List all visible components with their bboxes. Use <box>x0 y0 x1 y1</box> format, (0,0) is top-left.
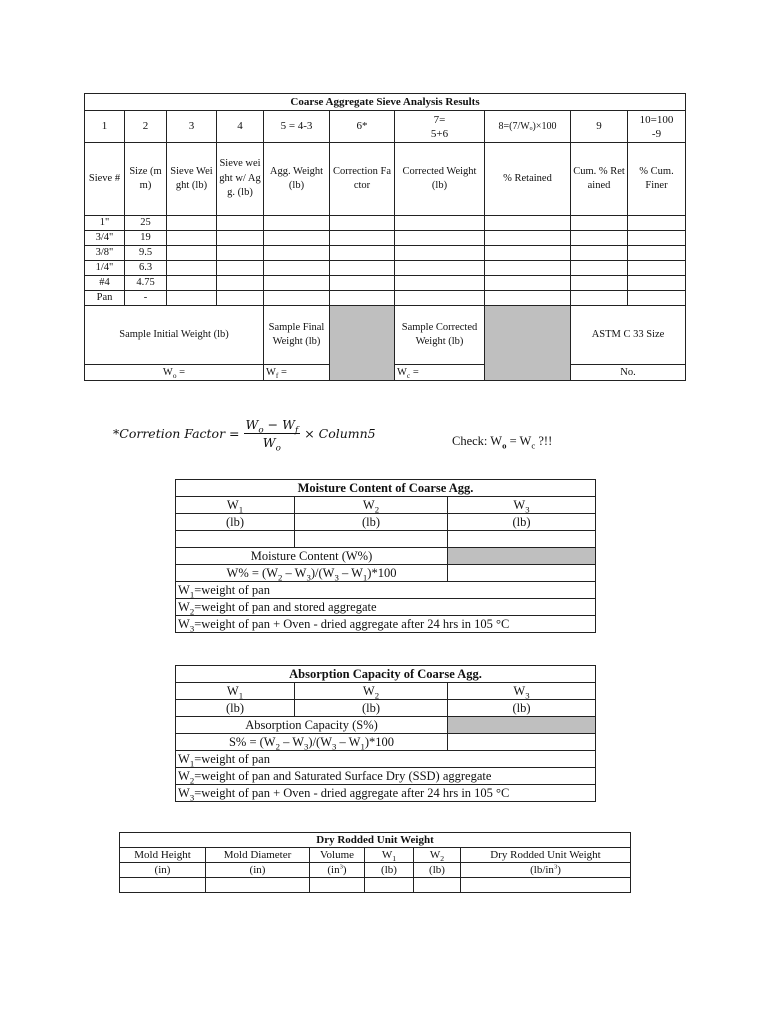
entry-cell[interactable] <box>217 276 264 291</box>
entry-cell[interactable] <box>571 246 628 261</box>
w3-entry[interactable] <box>448 531 596 548</box>
entry-cell[interactable] <box>395 291 485 306</box>
w3-header: $W_3$ <box>448 497 596 514</box>
entry-cell[interactable] <box>330 276 395 291</box>
sieve-cell: 3/8" <box>85 246 125 261</box>
unit-label: (in) <box>120 863 206 878</box>
moisture-content-table <box>175 479 596 633</box>
entry-cell[interactable] <box>395 216 485 231</box>
size-cell: - <box>125 291 167 306</box>
entry-cell[interactable] <box>628 246 686 261</box>
sieve-cell: #4 <box>85 276 125 291</box>
entry-cell[interactable] <box>310 878 365 893</box>
entry-cell[interactable] <box>264 216 330 231</box>
wc-label: $W_c$ = <box>397 367 419 381</box>
final-weight-label: Sample Final Weight (lb) <box>264 306 330 365</box>
entry-cell[interactable] <box>485 291 571 306</box>
absorption-note-w3: $W_3=weight$ of pan + Oven - dried aggregate after 24 hrs in 105 °C <box>176 785 596 802</box>
unit-label: (lb) <box>176 700 295 717</box>
moisture-note-w2: $W_2=weight$ of pan and stored aggregate <box>176 599 596 616</box>
mold-diameter-header: Mold Diameter <box>206 848 310 863</box>
entry-cell[interactable] <box>217 231 264 246</box>
entry-cell[interactable] <box>264 231 330 246</box>
initial-weight-label: Sample Initial Weight (lb) <box>85 306 264 365</box>
unit-label: $(lb/in^3)$ <box>461 863 631 878</box>
col-number: 5 = 4-3 <box>264 111 330 143</box>
wf-label: $W_f$ = <box>266 367 287 381</box>
col-number: 2 <box>125 111 167 143</box>
entry-cell[interactable] <box>571 231 628 246</box>
corrected-weight-label: Sample Corrected Weight (lb) <box>395 306 485 365</box>
table-row <box>85 276 686 291</box>
entry-cell[interactable] <box>628 216 686 231</box>
col-number: 6* <box>330 111 395 143</box>
sieve-table-title: Coarse Aggregate Sieve Analysis Results <box>85 94 686 111</box>
entry-cell[interactable] <box>167 231 217 246</box>
unit-label: (lb) <box>295 700 448 717</box>
table-row <box>85 231 686 246</box>
absorption-note-w2: $W_2=weight$ of pan and Saturated Surface Dry (SSD) aggregate <box>176 768 596 785</box>
unit-label: (lb) <box>295 514 448 531</box>
entry-cell[interactable] <box>395 246 485 261</box>
header-sieve: Sieve # <box>85 143 125 216</box>
absorption-result-entry[interactable] <box>448 734 596 751</box>
absorption-note-w1: $W_1=weight$ of pan <box>176 751 596 768</box>
entry-cell[interactable] <box>461 878 631 893</box>
entry-cell[interactable] <box>167 261 217 276</box>
entry-cell[interactable] <box>330 231 395 246</box>
col-number: 9 <box>571 111 628 143</box>
shaded-cell <box>448 717 596 734</box>
entry-cell[interactable] <box>485 276 571 291</box>
header-cum-finer: % Cum. Finer <box>628 143 686 216</box>
entry-cell[interactable] <box>485 246 571 261</box>
w2-header: $W_2$ <box>295 497 448 514</box>
col-number: 1 <box>85 111 125 143</box>
astm-no-field[interactable]: No. <box>571 365 686 381</box>
volume-header: Volume <box>310 848 365 863</box>
shaded-cell <box>448 548 596 565</box>
header-sieve-weight: Sieve Weight (lb) <box>167 143 217 216</box>
mold-height-header: Mold Height <box>120 848 206 863</box>
absorption-result-label: Absorption Capacity (S%) <box>176 717 448 734</box>
dry-rodded-unit-weight-table <box>119 832 631 893</box>
shaded-cell <box>330 306 395 381</box>
entry-cell[interactable] <box>330 216 395 231</box>
column-number-row <box>85 111 686 143</box>
header-cum-retained: Cum. % Retained <box>571 143 628 216</box>
moisture-result-entry[interactable] <box>448 565 596 582</box>
entry-cell[interactable] <box>167 246 217 261</box>
sieve-cell: 3/4" <box>85 231 125 246</box>
entry-cell[interactable] <box>365 878 414 893</box>
header-agg-weight: Agg. Weight (lb) <box>264 143 330 216</box>
table-row <box>85 216 686 231</box>
astm-size-label: ASTM C 33 Size <box>571 306 686 365</box>
entry-cell[interactable] <box>330 291 395 306</box>
entry-cell[interactable] <box>264 276 330 291</box>
formula-numerator: $W_o - W_f$ <box>245 417 299 436</box>
header-retained: % Retained <box>485 143 571 216</box>
absorption-title: Absorption Capacity of Coarse Agg. <box>176 666 596 683</box>
col-number: 3 <box>167 111 217 143</box>
unit-weight-header: Dry Rodded Unit Weight <box>461 848 631 863</box>
entry-cell[interactable] <box>330 261 395 276</box>
header-size: Size (mm) <box>125 143 167 216</box>
correction-factor-formula <box>113 417 376 454</box>
size-cell: 6.3 <box>125 261 167 276</box>
size-cell: 25 <box>125 216 167 231</box>
formula-denominator: $W_o$ <box>262 435 281 454</box>
check-note: Check: $W_o = W_c$ ?!! <box>452 434 553 451</box>
entry-cell[interactable] <box>167 216 217 231</box>
entry-cell[interactable] <box>414 878 461 893</box>
absorption-formula: $S\% = (W_2 - W_3)/(W_3 - W_1)*100$ <box>176 734 448 751</box>
w1-header: $W_1$ <box>365 848 414 863</box>
entry-cell[interactable] <box>571 216 628 231</box>
unit-label: $(in^3)$ <box>310 863 365 878</box>
entry-cell[interactable] <box>395 261 485 276</box>
sieve-cell: 1" <box>85 216 125 231</box>
size-cell: 9.5 <box>125 246 167 261</box>
entry-cell[interactable] <box>217 216 264 231</box>
wo-label: $W_o$ = <box>162 367 186 381</box>
table-row <box>85 291 686 306</box>
unit-weight-title: Dry Rodded Unit Weight <box>120 833 631 848</box>
unit-label: (lb) <box>365 863 414 878</box>
w1-entry[interactable] <box>176 531 295 548</box>
entry-cell[interactable] <box>167 291 217 306</box>
formula-fraction <box>244 417 301 454</box>
entry-cell[interactable] <box>264 261 330 276</box>
sieve-cell: 1/4" <box>85 261 125 276</box>
entry-cell[interactable] <box>628 231 686 246</box>
w1-header: $W_1$ <box>176 683 295 700</box>
shaded-cell <box>485 306 571 381</box>
entry-cell[interactable] <box>217 246 264 261</box>
table-row <box>85 261 686 276</box>
unit-label: (lb) <box>448 514 596 531</box>
weights-row <box>85 306 686 365</box>
col-number: 10=100 -9 <box>628 111 686 143</box>
entry-cell[interactable] <box>485 216 571 231</box>
entry-cell[interactable] <box>485 261 571 276</box>
entry-cell[interactable] <box>485 231 571 246</box>
entry-cell[interactable] <box>395 276 485 291</box>
unit-label: (lb) <box>414 863 461 878</box>
entry-cell[interactable] <box>571 291 628 306</box>
entry-cell[interactable] <box>217 291 264 306</box>
sieve-cell: Pan <box>85 291 125 306</box>
col-number: 4 <box>217 111 264 143</box>
wo-field[interactable] <box>85 365 264 381</box>
wc-field[interactable] <box>395 365 485 381</box>
w2-entry[interactable] <box>295 531 448 548</box>
size-cell: 19 <box>125 231 167 246</box>
entry-cell[interactable] <box>120 878 206 893</box>
entry-cell[interactable] <box>264 291 330 306</box>
col-number: 7= 5+6 <box>395 111 485 143</box>
unit-label: (lb) <box>176 514 295 531</box>
entry-cell[interactable] <box>628 261 686 276</box>
size-cell: 4.75 <box>125 276 167 291</box>
moisture-formula: $W\% = (W_2 - W_3)/(W_3 - W_1)*100$ <box>176 565 448 582</box>
entry-cell[interactable] <box>395 231 485 246</box>
sieve-analysis-table <box>84 93 686 381</box>
entry-cell[interactable] <box>628 291 686 306</box>
formula-rhs: × Column5 <box>304 426 376 441</box>
w2-header: $W_2$ <box>295 683 448 700</box>
header-corrected-weight: Corrected Weight (lb) <box>395 143 485 216</box>
unit-label: (lb) <box>448 700 596 717</box>
col-number: 8=(7/Wₒ)×100 <box>485 111 571 143</box>
entry-cell[interactable] <box>571 261 628 276</box>
wf-field[interactable] <box>264 365 330 381</box>
moisture-note-w3: $W_3=weight$ of pan + Oven - dried aggregate after 24 hrs in 105 °C <box>176 616 596 633</box>
entry-cell[interactable] <box>264 246 330 261</box>
entry-cell[interactable] <box>167 276 217 291</box>
w2-header: $W_2$ <box>414 848 461 863</box>
entry-cell[interactable] <box>628 276 686 291</box>
header-sieve-with-agg: Sieve weight w/ Agg. (lb) <box>217 143 264 216</box>
w3-header: $W_3$ <box>448 683 596 700</box>
w1-header: $W_1$ <box>176 497 295 514</box>
entry-cell[interactable] <box>206 878 310 893</box>
moisture-title: Moisture Content of Coarse Agg. <box>176 480 596 497</box>
column-header-row <box>85 143 686 216</box>
entry-cell[interactable] <box>217 261 264 276</box>
formula-lhs: *Corretion Factor = <box>113 426 240 441</box>
entry-cell[interactable] <box>571 276 628 291</box>
table-row <box>85 246 686 261</box>
entry-cell[interactable] <box>330 246 395 261</box>
moisture-result-label: Moisture Content (W%) <box>176 548 448 565</box>
header-correction-factor: Correction Factor <box>330 143 395 216</box>
unit-label: (in) <box>206 863 310 878</box>
moisture-note-w1: $W_1=weight$ of pan <box>176 582 596 599</box>
absorption-capacity-table <box>175 665 596 802</box>
